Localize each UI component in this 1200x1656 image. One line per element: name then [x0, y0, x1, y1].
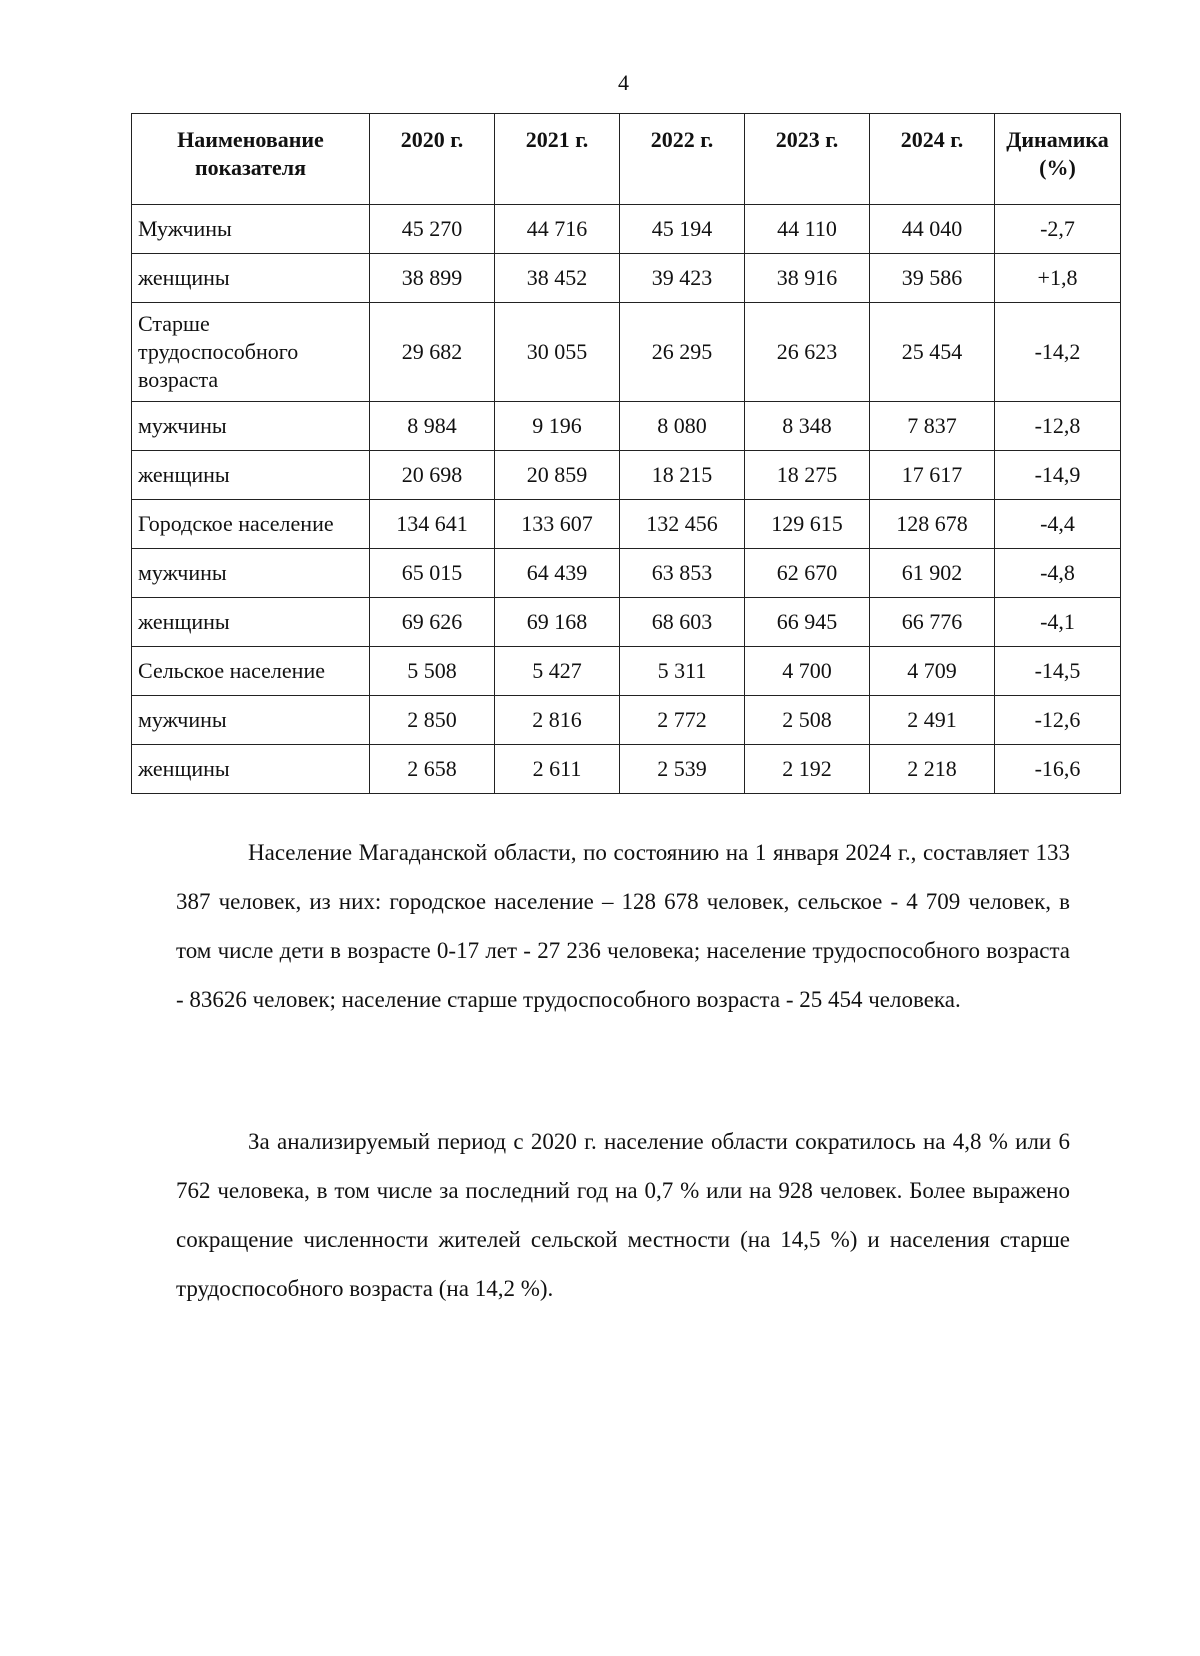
cell-2024: 17 617 [870, 451, 995, 500]
cell-2020: 69 626 [370, 598, 495, 647]
table-row [132, 549, 1121, 598]
cell-2020: 65 015 [370, 549, 495, 598]
cell-2024: 39 586 [870, 254, 995, 303]
table-row [132, 303, 1121, 402]
cell-dynamics: -14,2 [995, 303, 1121, 402]
cell-2021: 44 716 [495, 205, 620, 254]
paragraph-text: Население Магаданской области, по состоянию на 1 января 2024 г., составляет 133 387 человек, из них: городское население – 128 678 человек, сельское - 4 709 человек, в том числе дети в возрасте 0-17 лет - 27 236 человека; население трудоспособного возраста - 83626 человек; население старше трудоспособного возраста - 25 454 человека. [176, 840, 1070, 1012]
row-label: Сельское население [132, 647, 370, 696]
cell-2022: 63 853 [620, 549, 745, 598]
cell-2023: 18 275 [745, 451, 870, 500]
cell-2023: 4 700 [745, 647, 870, 696]
cell-2020: 5 508 [370, 647, 495, 696]
cell-2022: 45 194 [620, 205, 745, 254]
cell-2023: 129 615 [745, 500, 870, 549]
cell-2021: 38 452 [495, 254, 620, 303]
row-label: женщины [132, 745, 370, 794]
cell-dynamics: -16,6 [995, 745, 1121, 794]
header-2020: 2020 г. [370, 114, 495, 205]
cell-2022: 8 080 [620, 402, 745, 451]
paragraph-text: За анализируемый период с 2020 г. население области сократилось на 4,8 % или 6 762 человека, в том числе за последний год на 0,7 % или на 928 человек. Более выражено сокращение численности жителей сельской местности (на 14,5 %) и населения старше трудоспособного возраста (на 14,2 %). [176, 1129, 1070, 1301]
table-row [132, 745, 1121, 794]
cell-2021: 20 859 [495, 451, 620, 500]
cell-2023: 26 623 [745, 303, 870, 402]
cell-dynamics: -4,1 [995, 598, 1121, 647]
row-label: женщины [132, 451, 370, 500]
table-row [132, 451, 1121, 500]
cell-dynamics: -12,8 [995, 402, 1121, 451]
table-header-row [132, 114, 1121, 205]
cell-dynamics: -14,9 [995, 451, 1121, 500]
cell-dynamics: -12,6 [995, 696, 1121, 745]
table-row [132, 402, 1121, 451]
cell-2022: 26 295 [620, 303, 745, 402]
cell-2023: 44 110 [745, 205, 870, 254]
cell-2022: 2 539 [620, 745, 745, 794]
cell-2024: 66 776 [870, 598, 995, 647]
cell-2022: 132 456 [620, 500, 745, 549]
table-row [132, 500, 1121, 549]
cell-2020: 29 682 [370, 303, 495, 402]
table-row [132, 254, 1121, 303]
table-row [132, 647, 1121, 696]
cell-2022: 5 311 [620, 647, 745, 696]
header-2022: 2022 г. [620, 114, 745, 205]
row-label: Старше трудоспособного возраста [132, 303, 370, 402]
cell-2020: 38 899 [370, 254, 495, 303]
header-2021: 2021 г. [495, 114, 620, 205]
cell-2020: 134 641 [370, 500, 495, 549]
header-2023: 2023 г. [745, 114, 870, 205]
table-row [132, 598, 1121, 647]
cell-2024: 25 454 [870, 303, 995, 402]
cell-2020: 45 270 [370, 205, 495, 254]
row-label: Городское население [132, 500, 370, 549]
cell-2024: 128 678 [870, 500, 995, 549]
cell-2024: 2 218 [870, 745, 995, 794]
cell-2021: 9 196 [495, 402, 620, 451]
cell-2024: 7 837 [870, 402, 995, 451]
cell-2020: 20 698 [370, 451, 495, 500]
cell-2021: 5 427 [495, 647, 620, 696]
cell-2024: 61 902 [870, 549, 995, 598]
cell-2023: 38 916 [745, 254, 870, 303]
cell-dynamics: +1,8 [995, 254, 1121, 303]
cell-2022: 18 215 [620, 451, 745, 500]
header-indicator-name: Наименование показателя [132, 114, 370, 205]
cell-2020: 2 850 [370, 696, 495, 745]
cell-2023: 2 508 [745, 696, 870, 745]
cell-2023: 2 192 [745, 745, 870, 794]
table-row [132, 696, 1121, 745]
cell-2024: 4 709 [870, 647, 995, 696]
cell-2022: 39 423 [620, 254, 745, 303]
population-table [131, 113, 1121, 794]
paragraph-population-dynamics [176, 1117, 1070, 1313]
cell-2021: 30 055 [495, 303, 620, 402]
table-row [132, 205, 1121, 254]
row-label: мужчины [132, 402, 370, 451]
row-label: мужчины [132, 549, 370, 598]
cell-2022: 2 772 [620, 696, 745, 745]
row-label: Мужчины [132, 205, 370, 254]
row-label: женщины [132, 598, 370, 647]
page-number: 4 [618, 70, 629, 95]
cell-2022: 68 603 [620, 598, 745, 647]
header-dynamics: Динамика (%) [995, 114, 1121, 205]
cell-dynamics: -4,8 [995, 549, 1121, 598]
cell-2023: 62 670 [745, 549, 870, 598]
cell-2023: 8 348 [745, 402, 870, 451]
cell-2021: 133 607 [495, 500, 620, 549]
cell-dynamics: -2,7 [995, 205, 1121, 254]
cell-2021: 64 439 [495, 549, 620, 598]
cell-2020: 2 658 [370, 745, 495, 794]
cell-2020: 8 984 [370, 402, 495, 451]
cell-dynamics: -14,5 [995, 647, 1121, 696]
cell-2021: 2 611 [495, 745, 620, 794]
paragraph-population-summary [176, 828, 1070, 1024]
cell-2024: 2 491 [870, 696, 995, 745]
header-2024: 2024 г. [870, 114, 995, 205]
cell-dynamics: -4,4 [995, 500, 1121, 549]
cell-2023: 66 945 [745, 598, 870, 647]
cell-2024: 44 040 [870, 205, 995, 254]
row-label: мужчины [132, 696, 370, 745]
cell-2021: 2 816 [495, 696, 620, 745]
cell-2021: 69 168 [495, 598, 620, 647]
row-label: женщины [132, 254, 370, 303]
